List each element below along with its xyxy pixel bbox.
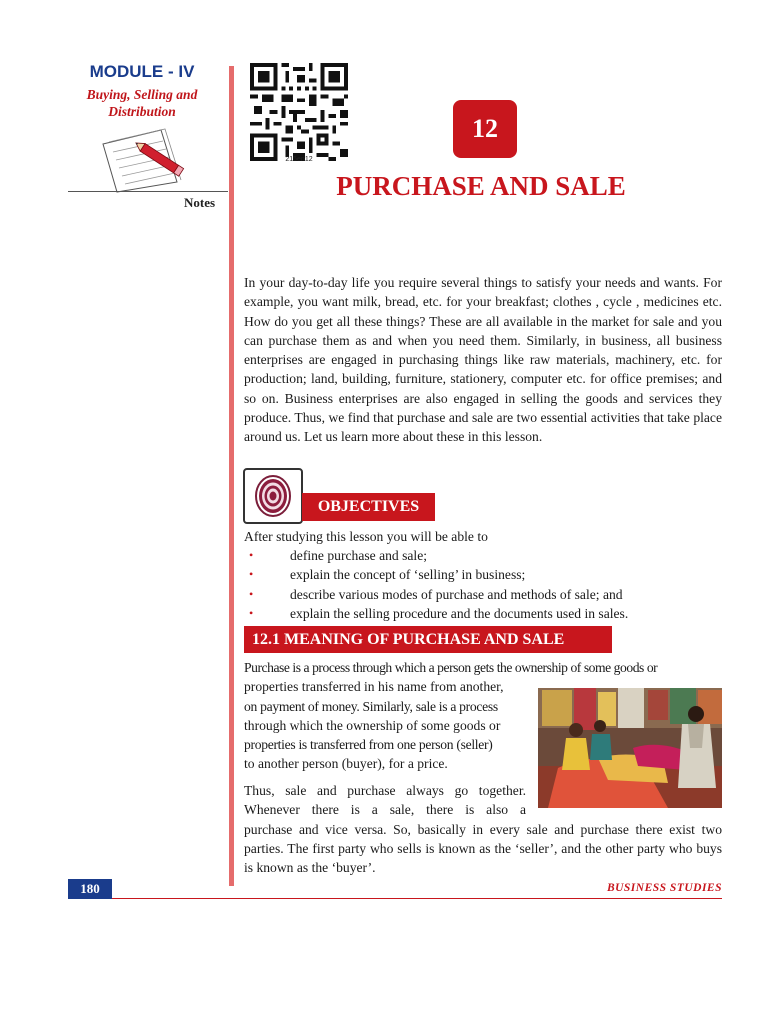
objectives-list [244,546,722,623]
paragraph-line: Thus, sale and purchase always go together. [244,783,526,798]
footer-divider-left [68,898,112,899]
module-subtitle [62,86,222,120]
paragraph-line: to another person (buyer), for a price. [244,756,448,772]
objectives-label: OBJECTIVES [302,493,435,521]
margin-bar [229,66,234,886]
page-number: 180 [68,879,112,899]
module-subtitle-line2: Distribution [108,104,176,119]
module-title: MODULE - IV [89,62,195,81]
bullet-icon: • [249,548,254,562]
paragraph-line: properties transferred in his name from another, [244,679,504,695]
bullet-icon: • [249,567,254,582]
notebook-pencil-icon [95,122,195,194]
chapter-title: PURCHASE AND SALE [336,171,626,201]
intro-paragraph: In your day-to-day life you require several things to satisfy your needs and wants. For example, you want milk, bread, etc. for your breakfast; clothes , cycle , medicines etc. How do you get all these things? These are all available in the market for sale and you can purchase them as and when you need them. Similarly, in business, all business enterprises are engaged in purchasing things like raw materials, machinery, etc. for production; land, building, furniture, stationery, computer etc. for office premises; and so on. Business enterprises are also engaged in selling the goods and services they produce. Thus, we find that purchase and sale are two essential activities that take place around us. Let us learn more about these in this lesson. [244,275,722,445]
list-item: • define purchase and sale; [244,546,722,565]
notes-divider [68,191,228,192]
paragraph-line: Whenever there is a sale, there is also a [244,802,526,818]
chapter-number: 12 [453,100,517,158]
paragraph-line: on payment of money. Similarly, sale is a process [244,698,498,714]
list-item: • describe various modes of purchase and methods of sale; and [244,585,722,604]
list-item: • explain the selling procedure and the documents used in sales. [244,604,722,623]
list-item: • explain the concept of ‘selling’ in business; [244,565,722,584]
notes-label: Notes [184,195,216,210]
paragraph-line: Purchase is a process through which a person gets the ownership of some goods or [244,660,658,675]
objectives-intro: After studying this lesson you will be able to [244,529,488,544]
qr-caption: 215en12 [285,156,313,163]
paragraph-line: through which the ownership of some goods or [244,717,501,733]
book-title: BUSINESS STUDIES [606,882,722,894]
qr-code-icon [250,63,348,161]
target-icon-box [243,468,303,524]
target-icon [245,470,301,522]
paragraph-line: properties is transferred from one person (seller) [244,737,493,753]
section-heading: 12.1 MEANING OF PURCHASE AND SALE [244,626,612,653]
footer-divider [112,898,722,899]
bullet-icon: • [249,586,254,601]
paragraph-rest: purchase and vice versa. So, basically in every sale and purchase there exist two parties. The first party who sells is known as the ‘seller’, and the other party who buys is known as the ‘buyer’. [244,821,722,876]
module-subtitle-line1: Buying, Selling and [86,87,198,102]
bullet-icon: • [249,605,254,620]
section-paragraph-2 [244,781,722,877]
